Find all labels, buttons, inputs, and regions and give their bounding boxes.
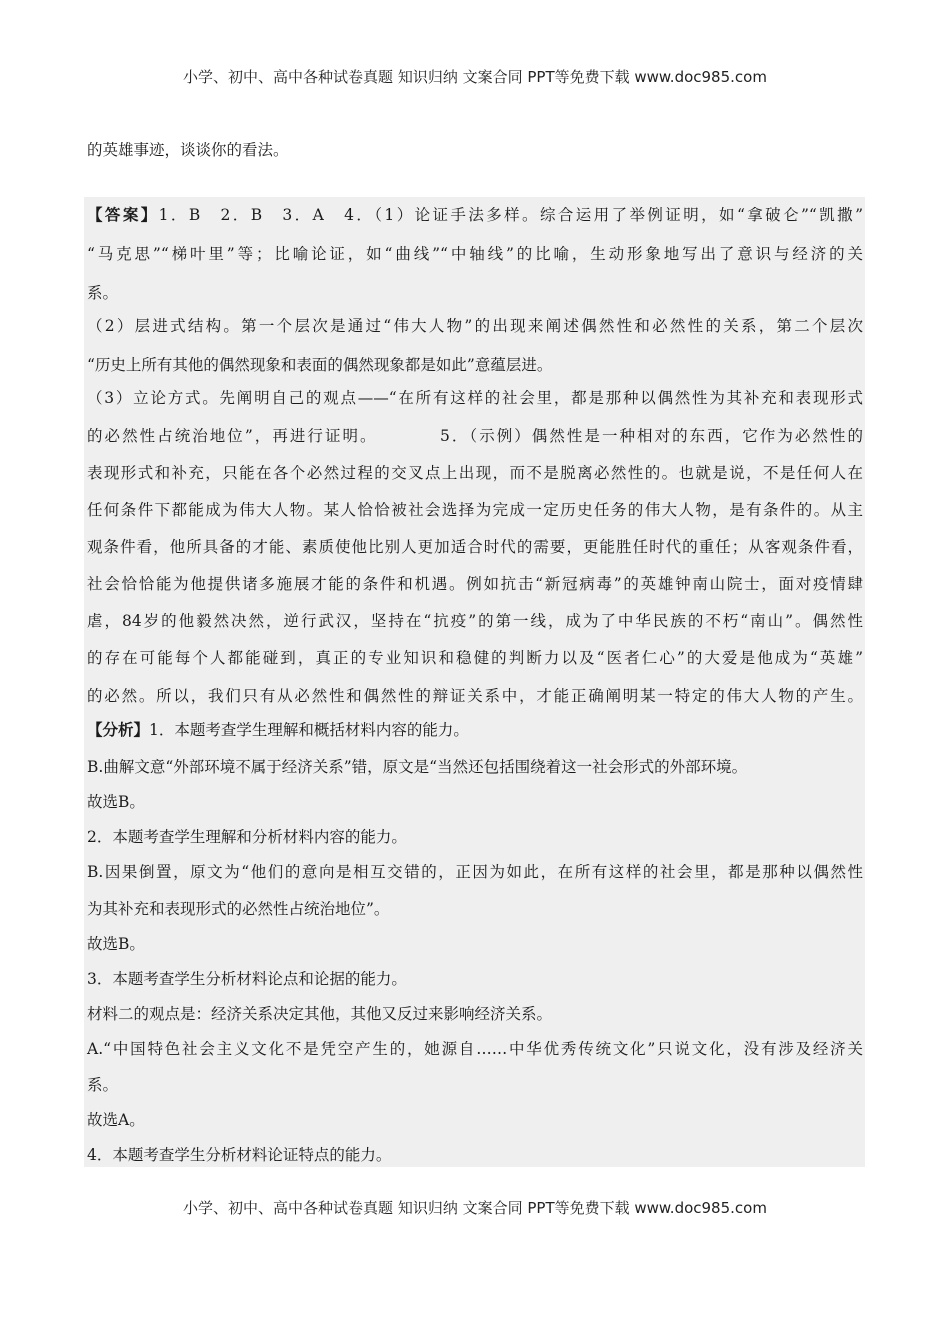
answer-line: 观条件看，他所具备的才能、素质使他比别人更加适合时代的需要，更能胜任时代的重任；从客观条件看， [87, 538, 863, 556]
answer-line: 社会恰恰能为他提供诸多施展才能的条件和机遇。例如抗击“新冠病毒”的英雄钟南山院士，面对疫情肆 [87, 575, 863, 593]
answer-line: （3）立论方式。先阐明自己的观点——“在所有这样的社会里，都是那种以偶然性为其补充和表现形式 [87, 389, 863, 407]
analysis-line: 故选B。 [87, 793, 145, 811]
header-banner: 小学、初中、高中各种试卷真题 知识归纳 文案合同 PPT等免费下载 www.doc985.com [183, 68, 767, 86]
analysis-line: 故选A。 [87, 1111, 145, 1129]
answer-line: 任何条件下都能成为伟大人物。某人恰恰被社会选择为完成一定历史任务的伟大人物，是有条件的。从主 [87, 501, 863, 519]
question-tail: 的英雄事迹，谈谈你的看法。 [87, 141, 289, 159]
analysis-line: 系。 [87, 1076, 119, 1094]
answer-line: 的存在可能每个人都能碰到，真正的专业知识和稳健的判断力以及“医者仁心”的大爱是他成为“英雄” [87, 649, 863, 667]
analysis-line: 材料二的观点是：经济关系决定其他，其他又反过来影响经济关系。 [87, 1005, 553, 1023]
analysis-label: 【分析】 [87, 720, 150, 739]
analysis-line: B.因果倒置，原文为“他们的意向是相互交错的，正因为如此，在所有这样的社会里，都是那种以偶然性 [87, 863, 863, 881]
answer-label: 【答案】 [87, 205, 159, 224]
analysis-line: 3．本题考查学生分析材料论点和论据的能力。 [87, 970, 407, 988]
answer-line: 【答案】1．B 2．B 3．A 4．（1）论证手法多样。综合运用了举例证明，如“拿破仑”“凯撒” [87, 205, 863, 224]
analysis-line: 为其补充和表现形式的必然性占统治地位”。 [87, 900, 390, 918]
answer-line: “马克思”“梯叶里”等；比喻论证，如“曲线”“中轴线”的比喻，生动形象地写出了意识与经济的关 [87, 245, 863, 263]
answer-line: 的必然。所以，我们只有从必然性和偶然性的辩证关系中，才能正确阐明某一特定的伟大人物的产生。 [87, 687, 863, 705]
answer-line: “历史上所有其他的偶然现象和表面的偶然现象都是如此”意蕴层进。 [87, 356, 553, 374]
answer-line: 系。 [87, 284, 119, 302]
analysis-line: B.曲解文意“外部环境不属于经济关系”错，原文是“当然还包括围绕着这一社会形式的外部环境。 [87, 758, 748, 776]
answer-line: 表现形式和补充，只能在各个必然过程的交叉点上出现，而不是脱离必然性的。也就是说，不是任何人在 [87, 464, 863, 482]
answer-line: 的必然性占统治地位”，再进行证明。 5．（示例）偶然性是一种相对的东西，它作为必然性的 [87, 427, 863, 445]
answer-line: （2）层进式结构。第一个层次是通过“伟大人物”的出现来阐述偶然性和必然性的关系，第二个层次 [87, 317, 863, 335]
analysis-line: 4．本题考查学生分析材料论证特点的能力。 [87, 1146, 392, 1164]
analysis-line: 【分析】1．本题考查学生理解和概括材料内容的能力。 [87, 720, 469, 739]
footer-banner: 小学、初中、高中各种试卷真题 知识归纳 文案合同 PPT等免费下载 www.doc985.com [183, 1199, 767, 1217]
answer-line: 虐，84岁的他毅然决然，逆行武汉，坚持在“抗疫”的第一线，成为了中华民族的不朽“南山”。偶然性 [87, 612, 863, 630]
analysis-line: A.“中国特色社会主义文化不是凭空产生的，她源自……中华优秀传统文化”只说文化，没有涉及经济关 [87, 1040, 863, 1058]
analysis-line: 故选B。 [87, 935, 145, 953]
analysis-line: 2．本题考查学生理解和分析材料内容的能力。 [87, 828, 407, 846]
